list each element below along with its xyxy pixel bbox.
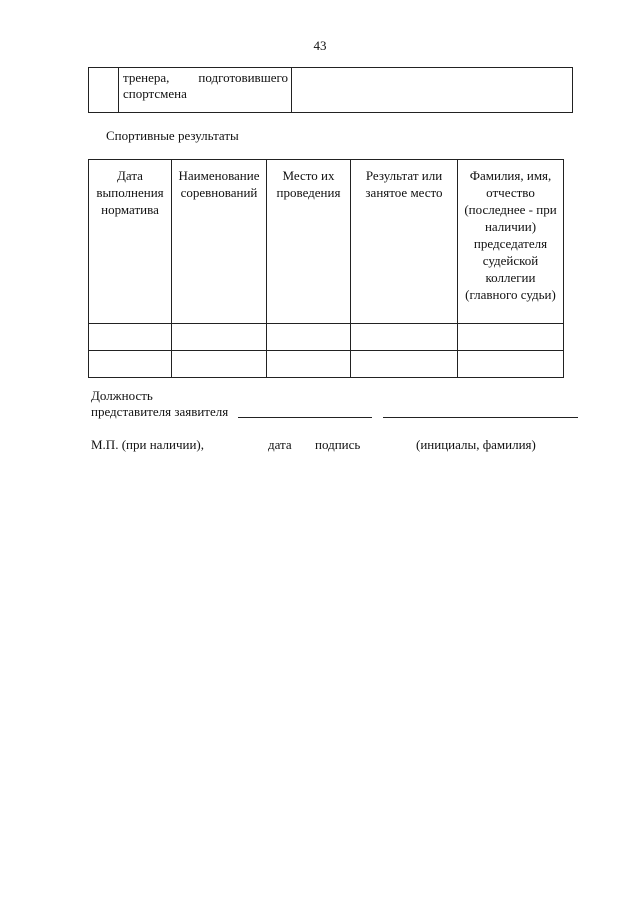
table-cell	[458, 351, 564, 378]
table-row	[89, 324, 564, 351]
header-line: соревнований	[180, 185, 258, 200]
table-row	[89, 351, 564, 378]
table-cell	[458, 324, 564, 351]
trainer-text-part2: подготовившего	[198, 70, 288, 85]
table-cell	[351, 351, 458, 378]
stamp-caption: М.П. (при наличии),	[91, 437, 205, 452]
header-line: Наименование	[178, 168, 260, 183]
table-cell	[172, 324, 267, 351]
header-venue	[267, 160, 351, 324]
date-caption: дата	[268, 437, 292, 452]
header-line: выполнения	[96, 185, 164, 200]
table-cell	[351, 324, 458, 351]
header-line: отчество	[486, 185, 535, 200]
table-cell-value	[292, 68, 573, 113]
sport-results-table	[88, 159, 564, 378]
table-cell	[267, 351, 351, 378]
table-cell	[89, 324, 172, 351]
section-title: Спортивные результаты	[106, 128, 239, 143]
table-cell	[267, 324, 351, 351]
header-line: председателя	[473, 236, 548, 251]
table-row	[89, 68, 573, 113]
header-line: коллегии	[485, 270, 536, 285]
header-line: наличии)	[484, 219, 537, 234]
table-cell	[172, 351, 267, 378]
continuation-table	[88, 67, 573, 113]
signature-caption: подпись	[315, 437, 361, 452]
header-competition	[172, 160, 267, 324]
table-cell-trainer	[119, 68, 292, 113]
header-row	[89, 160, 564, 324]
name-line	[383, 417, 578, 418]
header-line: Дата	[117, 168, 143, 183]
trainer-text-part3: спортсмена	[123, 86, 187, 101]
header-line: проведения	[276, 185, 341, 200]
header-chief-judge	[458, 160, 564, 324]
trainer-text-part1: тренера,	[123, 70, 170, 85]
header-line: Фамилия, имя,	[469, 168, 552, 183]
position-label: Должность	[91, 388, 153, 403]
representative-label: представителя заявителя	[91, 404, 229, 419]
initials-caption: (инициалы, фамилия)	[416, 437, 536, 452]
header-line: занятое место	[365, 185, 443, 200]
header-line: (главного судьи)	[465, 287, 556, 302]
header-line: судейской	[482, 253, 539, 268]
page-number: 43	[313, 38, 327, 53]
header-result	[351, 160, 458, 324]
signature-line	[238, 417, 372, 418]
header-line: Место их	[282, 168, 335, 183]
header-line: (последнее - при	[464, 202, 557, 217]
table-cell	[89, 351, 172, 378]
header-date	[89, 160, 172, 324]
table-cell-empty	[89, 68, 119, 113]
header-line: норматива	[101, 202, 159, 217]
header-line: Результат или	[365, 168, 443, 183]
